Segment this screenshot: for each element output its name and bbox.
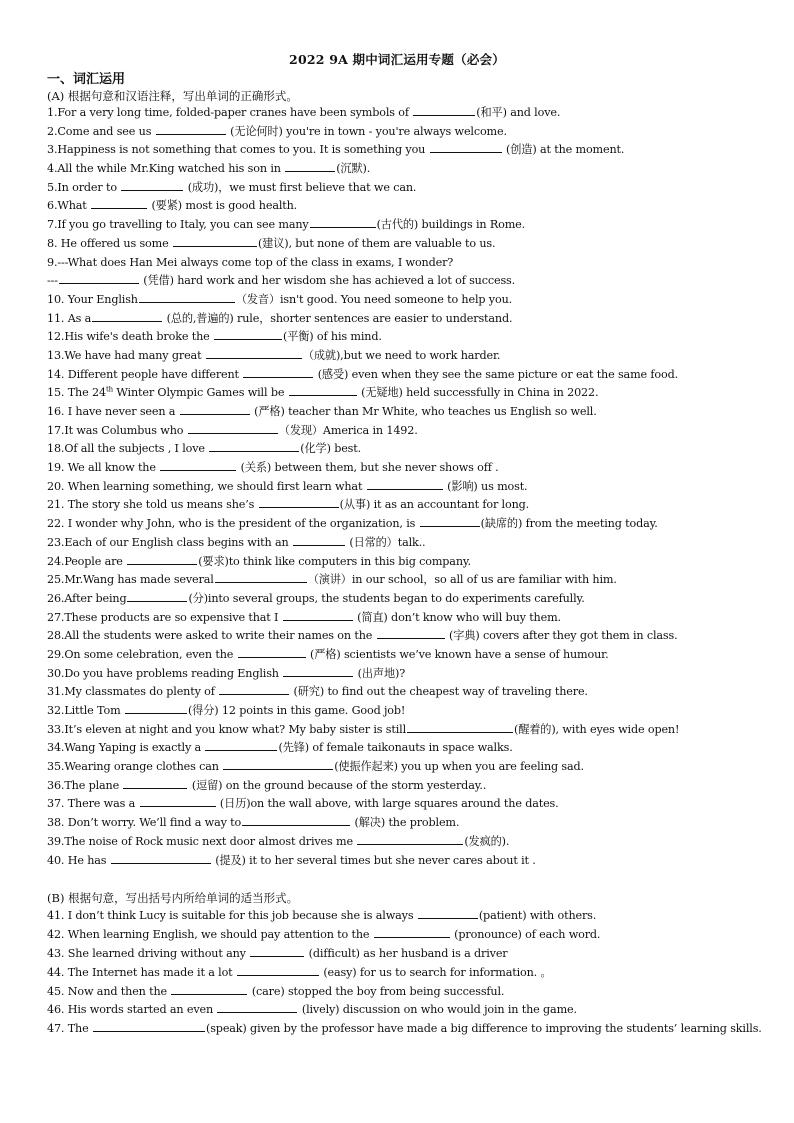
question-line: [47, 964, 762, 983]
question-line: [47, 945, 762, 964]
section-heading: 一、词汇运用: [47, 72, 126, 87]
question-hint: (字典) covers after they got them in class.: [445, 629, 678, 643]
answer-blank[interactable]: [111, 852, 211, 864]
answer-blank[interactable]: [374, 926, 450, 938]
answer-blank[interactable]: [206, 347, 302, 359]
question-hint: (pronounce) of each word.: [450, 927, 601, 941]
answer-blank[interactable]: [160, 459, 236, 471]
question-hint: (从事) it as an accountant for long.: [339, 498, 530, 512]
question-text: 20. When learning something, we should first learn what: [47, 479, 366, 493]
answer-blank[interactable]: [92, 310, 162, 322]
answer-blank[interactable]: [293, 534, 345, 546]
question-hint: (日历)on the wall above, with large squares around the dates.: [216, 797, 559, 811]
answer-blank[interactable]: [237, 964, 319, 976]
question-text: 8. He offered us some: [47, 236, 172, 250]
question-text: 44. The Internet has made it a lot: [47, 965, 236, 979]
answer-blank[interactable]: [93, 1020, 205, 1032]
question-line: [47, 1001, 762, 1020]
answer-blank[interactable]: [310, 216, 376, 228]
question-line: [47, 179, 762, 198]
answer-blank[interactable]: [139, 291, 235, 303]
part-a-instruction: (A) 根据句意和汉语注释，写出单词的正确形式。: [47, 89, 298, 103]
question-line: [47, 440, 762, 459]
question-text: 9.---What does Han Mei always come top of the class in exams, I wonder?: [47, 255, 454, 269]
answer-blank[interactable]: [188, 422, 278, 434]
question-line: [47, 609, 762, 628]
question-line: [47, 478, 762, 497]
question-hint: (解决) the problem.: [351, 816, 460, 830]
question-hint: (影响) us most.: [443, 479, 528, 493]
question-text: 29.On some celebration, even the: [47, 647, 237, 661]
question-hint: （成就),but we need to work harder.: [302, 348, 501, 362]
question-text: 2.Come and see us: [47, 124, 155, 138]
question-line: [47, 310, 762, 329]
question-hint: (patient) with others.: [478, 909, 597, 922]
question-text: 43. She learned driving without any: [47, 946, 250, 960]
question-hint: (平衡) of his mind.: [283, 330, 382, 344]
question-line: [47, 123, 762, 142]
answer-blank[interactable]: [173, 235, 257, 247]
question-text: 41. I don’t think Lucy is suitable for this job because she is always: [47, 909, 417, 922]
question-text: 35.Wearing orange clothes can: [47, 760, 223, 774]
answer-blank[interactable]: [250, 945, 304, 957]
answer-blank[interactable]: [283, 609, 353, 621]
question-text: 10. Your English: [47, 292, 138, 306]
question-hint: (speak) given by the professor have made a big difference to improving the students’ learning skills.: [206, 1022, 762, 1036]
question-hint: (严格) teacher than Mr White, who teaches us English so well.: [250, 405, 597, 418]
question-line: [47, 571, 762, 590]
question-line: [47, 515, 762, 534]
answer-blank[interactable]: [127, 590, 187, 602]
question-line: [47, 496, 762, 515]
question-hint: (得分) 12 points in this game. Good job!: [187, 704, 406, 717]
question-text: 46. His words started an even: [47, 1003, 217, 1017]
question-text: 45. Now and then the: [47, 984, 171, 998]
question-hint: (严格) scientists we’ve known have a sense of humour.: [306, 647, 609, 661]
question-line: [47, 104, 762, 123]
answer-blank[interactable]: [215, 571, 307, 583]
question-line: [47, 347, 762, 366]
question-line: [47, 777, 762, 796]
question-line: [47, 422, 762, 441]
question-line: [47, 553, 762, 572]
question-text: 23.Each of our English class begins with an: [47, 535, 292, 549]
question-text: 5.In order to: [47, 180, 121, 194]
question-hint: (醒着的), with eyes wide open!: [514, 722, 680, 736]
question-line: [47, 235, 762, 254]
question-text: 34.Wang Yaping is exactly a: [47, 741, 205, 755]
answer-blank[interactable]: [289, 384, 357, 396]
question-line: [47, 197, 762, 216]
question-text: 28.All the students were asked to write their names on the: [47, 629, 376, 643]
part-b-instruction: (B) 根据句意，写出括号内所给单词的适当形式。: [47, 891, 299, 905]
answer-blank[interactable]: [125, 702, 187, 714]
answer-blank[interactable]: [413, 104, 475, 116]
question-text: 11. As a: [47, 311, 92, 325]
question-line: [47, 907, 762, 926]
question-hint: （发音）isn't good. You need someone to help you.: [235, 292, 513, 306]
page-title: 2022 9A 期中词汇运用专题（必会）: [289, 52, 505, 67]
answer-blank[interactable]: [430, 141, 502, 153]
answer-blank[interactable]: [418, 907, 478, 919]
question-line: [47, 721, 762, 740]
question-hint: (分)into several groups, the students began to do experiments carefully.: [188, 591, 585, 605]
question-hint: (要求)to think like computers in this big company.: [198, 554, 471, 568]
question-line: [47, 216, 762, 235]
answer-blank[interactable]: [140, 795, 216, 807]
question-hint: （演讲）in our school，so all of us are familiar with him.: [307, 573, 617, 587]
question-text: 26.After being: [47, 591, 127, 605]
question-hint: (difficult) as her husband is a driver: [305, 946, 508, 960]
answer-blank[interactable]: [242, 814, 350, 826]
question-text: 18.Of all the subjects , I love: [47, 442, 209, 456]
question-text: 3.Happiness is not something that comes to you. It is something you: [47, 143, 429, 157]
answer-blank[interactable]: [209, 440, 299, 452]
question-text: 22. I wonder why John, who is the president of the organization, is: [47, 517, 419, 531]
question-text: 36.The plane: [47, 778, 123, 792]
question-text: 42. When learning English, we should pay attention to the: [47, 927, 373, 941]
question-hint: (化学) best.: [300, 442, 362, 456]
answer-blank[interactable]: [243, 366, 313, 378]
question-hint: (提及) it to her several times but she never cares about it .: [211, 853, 536, 867]
question-hint: (要紧) most is good health.: [148, 199, 298, 213]
question-text: 14. Different people have different: [47, 367, 243, 381]
question-text: 33.It’s eleven at night and you know what? My baby sister is still: [47, 722, 406, 736]
question-hint: (沉默).: [336, 162, 371, 176]
question-text: ---: [47, 274, 58, 288]
question-text: 24.People are: [47, 554, 127, 568]
question-text: 39.The noise of Rock music next door almost drives me: [47, 834, 357, 848]
question-line: [47, 272, 762, 291]
question-text: 15. The 24: [47, 386, 106, 400]
question-hint: (凭借) hard work and her wisdom she has achieved a lot of success.: [139, 274, 516, 288]
question-hint: (发疯的).: [464, 834, 510, 848]
question-text: 17.It was Columbus who: [47, 423, 187, 437]
question-hint: (无疑地) held successfully in China in 2022.: [357, 386, 599, 400]
answer-blank[interactable]: [259, 496, 339, 508]
question-line: [47, 702, 762, 721]
question-line: [47, 384, 762, 403]
question-line: [47, 590, 762, 609]
question-line: [47, 983, 762, 1002]
answer-blank[interactable]: [123, 777, 187, 789]
question-list-a: [47, 104, 762, 870]
question-text: 47. The: [47, 1022, 92, 1036]
question-line: [47, 795, 762, 814]
question-hint: （发现）America in 1492.: [278, 423, 418, 437]
question-line: [47, 739, 762, 758]
answer-blank[interactable]: [171, 983, 247, 995]
question-hint: (古代的) buildings in Rome.: [376, 218, 526, 232]
answer-blank[interactable]: [377, 627, 445, 639]
question-hint: (lively) discussion on who would join in the game.: [298, 1003, 577, 1017]
question-line: [47, 403, 762, 422]
answer-blank[interactable]: [285, 160, 335, 172]
question-text: 6.What: [47, 199, 91, 213]
answer-blank[interactable]: [59, 272, 139, 284]
question-hint: (研究) to find out the cheapest way of traveling there.: [290, 685, 588, 699]
question-hint: (建议), but none of them are valuable to us.: [257, 236, 496, 250]
question-hint: (care) stopped the boy from being successful.: [248, 984, 505, 998]
question-hint: (日常的）talk..: [345, 535, 426, 549]
question-line: [47, 141, 762, 160]
question-line: [47, 459, 762, 478]
question-text: 13.We have had many great: [47, 348, 205, 362]
question-text: 7.If you go travelling to Italy, you can see many: [47, 218, 309, 232]
question-hint: (和平) and love.: [476, 106, 561, 119]
question-line: [47, 758, 762, 777]
question-line: [47, 852, 762, 871]
question-line: [47, 627, 762, 646]
question-text: Winter Olympic Games will be: [112, 386, 288, 400]
question-hint: (使振作起来) you up when you are feeling sad.: [334, 760, 584, 774]
question-hint: (成功)，we must first believe that we can.: [184, 180, 417, 194]
question-text: 12.His wife's death broke the: [47, 330, 214, 344]
answer-blank[interactable]: [283, 665, 353, 677]
question-text: 25.Mr.Wang has made several: [47, 573, 214, 587]
answer-blank[interactable]: [205, 739, 277, 751]
question-hint: (缺席的) from the meeting today.: [480, 517, 658, 531]
answer-blank[interactable]: [420, 515, 480, 527]
answer-blank[interactable]: [156, 123, 226, 135]
answer-blank[interactable]: [180, 403, 250, 415]
answer-blank[interactable]: [357, 833, 463, 845]
answer-blank[interactable]: [214, 328, 282, 340]
question-text: 32.Little Tom: [47, 704, 124, 717]
answer-blank[interactable]: [91, 197, 147, 209]
question-text: 21. The story she told us means she’s: [47, 498, 258, 512]
question-line: [47, 328, 762, 347]
question-text: 27.These products are so expensive that I: [47, 610, 282, 624]
question-hint: (无论何时) you're in town - you're always welcome.: [226, 124, 507, 138]
question-text: 1.For a very long time, folded-paper cranes have been symbols of: [47, 106, 413, 119]
question-list-b: [47, 907, 762, 1039]
answer-blank[interactable]: [217, 1001, 297, 1013]
question-text: 30.Do you have problems reading English: [47, 666, 283, 680]
question-hint: (总的,普遍的) rule，shorter sentences are easier to understand.: [163, 311, 513, 325]
question-line: [47, 254, 762, 273]
answer-blank[interactable]: [219, 683, 289, 695]
question-hint: (先锋) of female taikonauts in space walks.: [278, 741, 513, 755]
question-text: 16. I have never seen a: [47, 405, 179, 418]
question-line: [47, 814, 762, 833]
answer-blank[interactable]: [121, 179, 183, 191]
question-hint: (关系) between them, but she never shows off .: [237, 461, 499, 475]
question-hint: (简直) don’t know who will buy them.: [353, 610, 561, 624]
question-text: 31.My classmates do plenty of: [47, 685, 219, 699]
answer-blank[interactable]: [407, 721, 513, 733]
question-text: 4.All the while Mr.King watched his son in: [47, 162, 285, 176]
question-line: [47, 160, 762, 179]
question-text: 19. We all know the: [47, 461, 160, 475]
answer-blank[interactable]: [238, 646, 306, 658]
question-line: [47, 1020, 762, 1039]
question-hint: (创造) at the moment.: [502, 143, 625, 157]
question-hint: (感受) even when they see the same picture or eat the same food.: [314, 367, 678, 381]
answer-blank[interactable]: [127, 553, 197, 565]
question-line: [47, 534, 762, 553]
question-line: [47, 926, 762, 945]
question-text: 40. He has: [47, 853, 110, 867]
ordinal-superscript: th: [105, 385, 113, 394]
question-line: [47, 683, 762, 702]
question-line: [47, 366, 762, 385]
question-text: 38. Don’t worry. We’ll find a way to: [47, 816, 242, 830]
question-hint: (逗留) on the ground because of the storm yesterday..: [188, 778, 487, 792]
answer-blank[interactable]: [367, 478, 443, 490]
question-text: 37. There was a: [47, 797, 139, 811]
question-line: [47, 833, 762, 852]
answer-blank[interactable]: [223, 758, 333, 770]
question-hint: (出声地)?: [354, 666, 406, 680]
question-line: [47, 291, 762, 310]
question-hint: (easy) for us to search for information. 。: [319, 965, 552, 979]
question-line: [47, 665, 762, 684]
question-line: [47, 646, 762, 665]
